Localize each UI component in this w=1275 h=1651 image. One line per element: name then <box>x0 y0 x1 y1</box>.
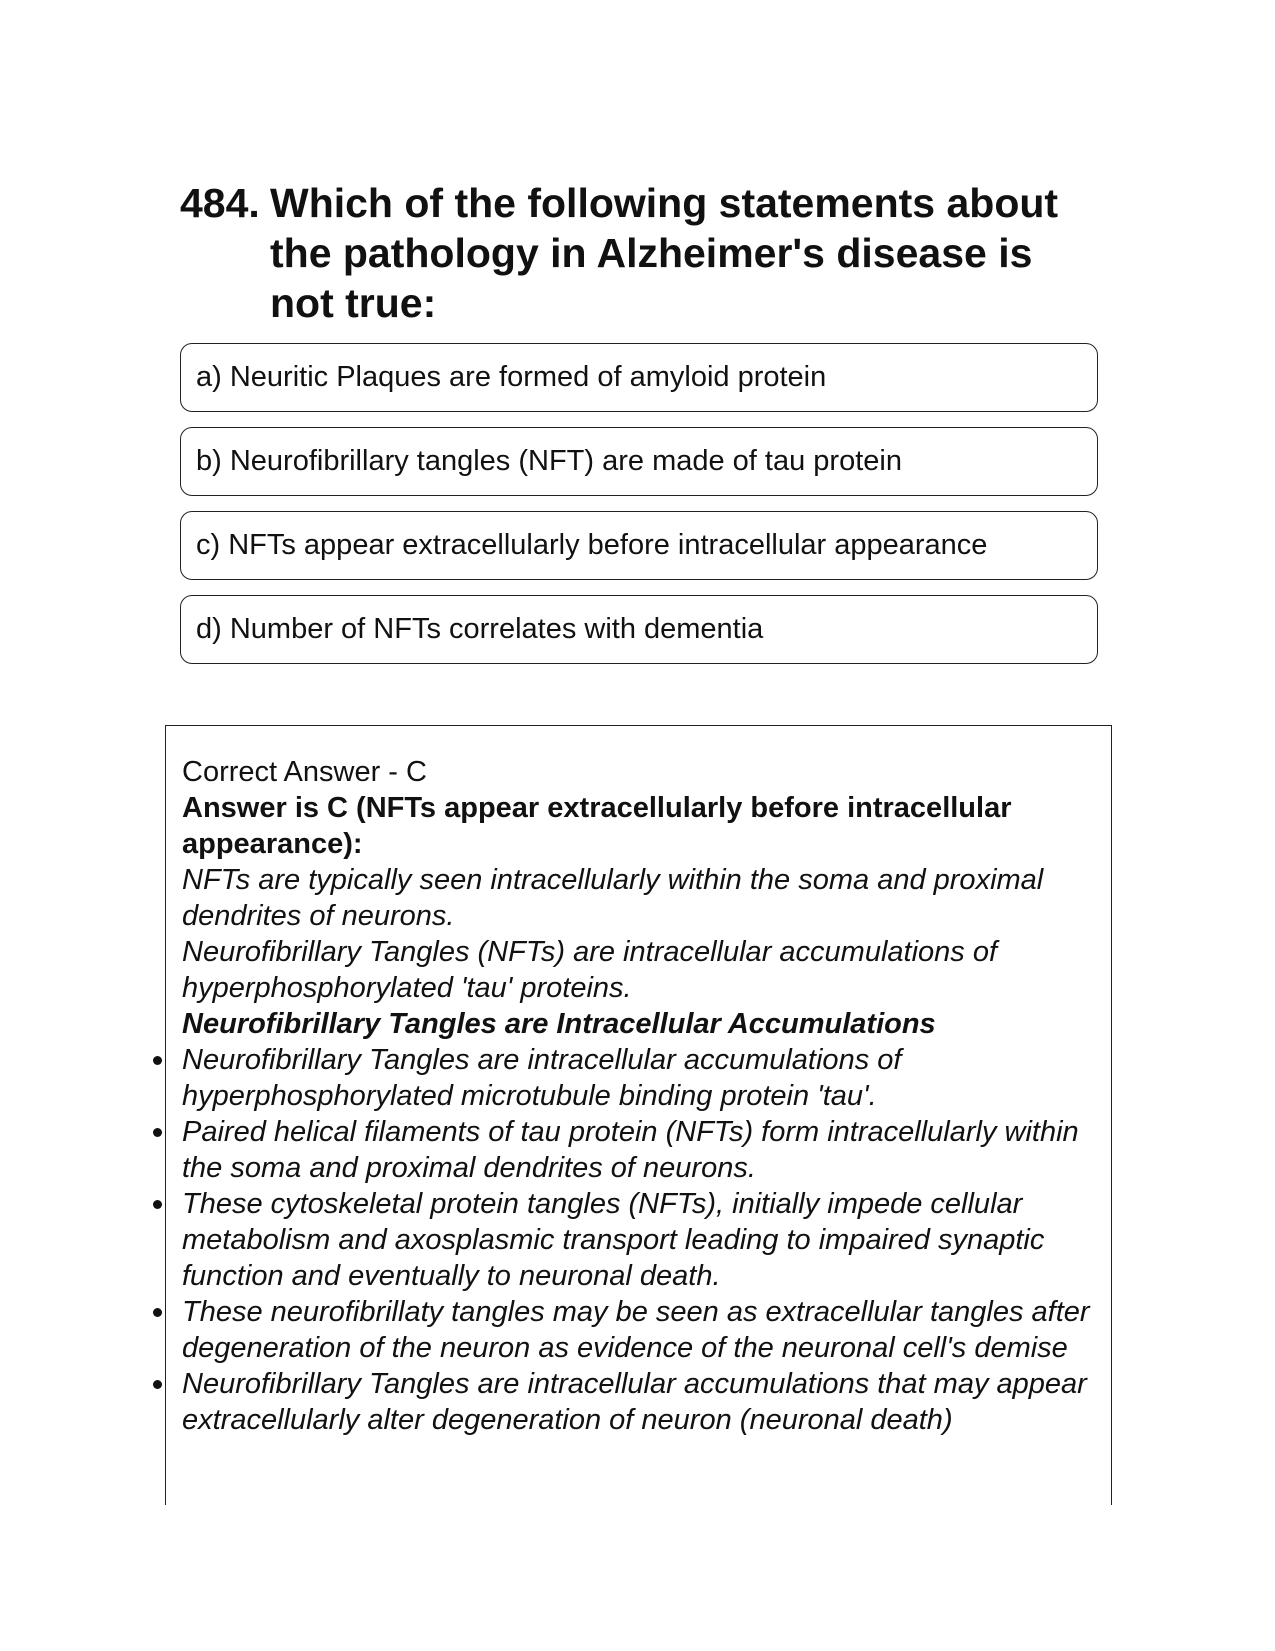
option-c[interactable]: c) NFTs appear extracellularly before intracellular appearance <box>180 511 1098 580</box>
answer-explanation <box>182 754 1092 1438</box>
option-d[interactable]: d) Number of NFTs correlates with dementia <box>180 595 1098 664</box>
answer-options <box>180 343 1098 679</box>
bullet-item <box>182 1366 1092 1438</box>
bullet-text: These cytoskeletal protein tangles (NFTs), initially impede cellular metabolism and axosplasmic transport leading to impaired synaptic function and eventually to neuronal death. <box>182 1188 1045 1292</box>
bullet-icon <box>153 1128 162 1137</box>
option-a[interactable]: a) Neuritic Plaques are formed of amyloid protein <box>180 343 1098 412</box>
bullet-item <box>182 1186 1092 1294</box>
bullet-text: Neurofibrillary Tangles are intracellular accumulations of hyperphosphorylated microtubule binding protein 'tau'. <box>182 1044 902 1112</box>
bullet-icon <box>153 1200 162 1209</box>
bullet-icon <box>153 1380 162 1389</box>
explanation-subheading: Neurofibrillary Tangles are Intracellular Accumulations <box>182 1008 936 1040</box>
correct-answer-label: Correct Answer - C <box>182 756 427 788</box>
bullet-icon <box>153 1308 162 1317</box>
question-heading <box>180 178 1100 328</box>
explanation-paragraph-2: Neurofibrillary Tangles (NFTs) are intracellular accumulations of hyperphosphorylated 'tau' proteins. <box>182 936 998 1004</box>
answer-heading: Answer is C (NFTs appear extracellularly before intracellular appearance): <box>182 792 1012 860</box>
question-number: 484. <box>180 180 260 226</box>
explanation-paragraph-1: NFTs are typically seen intracellularly within the soma and proximal dendrites of neurons. <box>182 864 1044 932</box>
option-b[interactable]: b) Neurofibrillary tangles (NFT) are made of tau protein <box>180 427 1098 496</box>
explanation-bullet-list <box>182 1042 1092 1438</box>
bullet-item <box>182 1042 1092 1114</box>
question-text: Which of the following statements about the pathology in Alzheimer's disease is not true: <box>270 180 1059 326</box>
bullet-item <box>182 1294 1092 1366</box>
bullet-text: Neurofibrillary Tangles are intracellular accumulations that may appear extracellularly alter degeneration of neuron (neuronal death) <box>182 1368 1087 1436</box>
bullet-text: Paired helical filaments of tau protein (NFTs) form intracellularly within the soma and proximal dendrites of neurons. <box>182 1116 1079 1184</box>
bullet-text: These neurofibrillaty tangles may be seen as extracellular tangles after degeneration of the neuron as evidence of the neuronal cell's demise <box>182 1296 1090 1364</box>
bullet-icon <box>153 1056 162 1065</box>
bullet-item <box>182 1114 1092 1186</box>
